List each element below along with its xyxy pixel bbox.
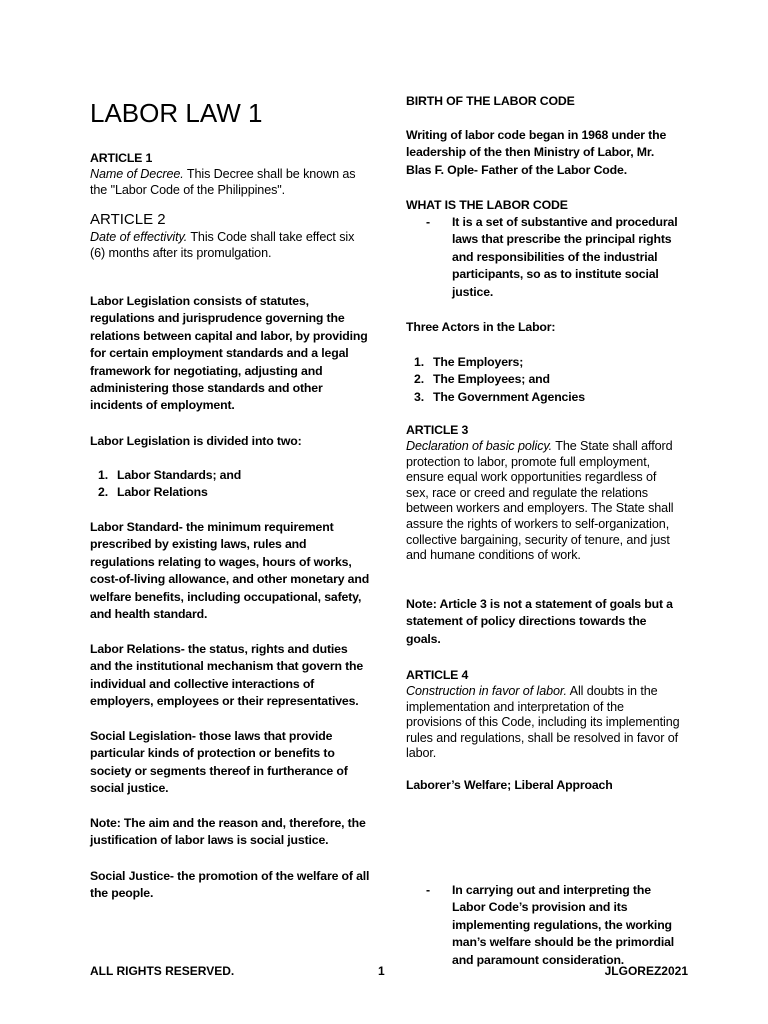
article-2-body: This Code shall take effect six (6) months after its promulgation. [90, 230, 355, 260]
list-text: The Employees; and [433, 372, 550, 387]
what-heading: WHAT IS THE LABOR CODE [406, 198, 568, 212]
social-legislation-body: - those laws that provide particular kinds of protection or benefits to society or segments thereof in furtherance of social justice. [90, 729, 348, 796]
list-item [90, 484, 372, 501]
social-justice-body: - the promotion of the welfare of all the people. [90, 869, 370, 901]
list-number: 3. [414, 389, 424, 404]
list-number: 1. [414, 355, 424, 369]
actors-list [406, 354, 682, 406]
labor-relations-term: Labor Relations [90, 642, 181, 656]
what-text: It is a set of substantive and procedural laws that prescribe the principal rights and responsibilities of the industrial participants, so as to institute social justice. [452, 215, 678, 299]
divided-intro: Labor Legislation is divided into two: [90, 434, 302, 448]
article-1-caption: Name of Decree. [90, 167, 184, 181]
labor-relations-paragraph [90, 641, 370, 711]
article-4-heading: ARTICLE 4 [406, 668, 469, 682]
list-item [406, 354, 682, 371]
labor-standard-paragraph [90, 519, 370, 623]
article-1-heading: ARTICLE 1 [90, 151, 153, 165]
article-4-caption: Construction in favor of labor. [406, 684, 567, 698]
article-1-body: This Decree shall be known as the "Labor Code of the Philippines". [90, 167, 356, 197]
social-justice-term: Social Justice [90, 869, 170, 883]
page-number: 1 [378, 964, 385, 978]
labor-legislation-body: consists of statutes, regulations and jurisprudence governing the relations between capital and labor, by providing for certain employment standards and a legal framework for negotiating, adjusting and administering those standards and other incidents of employment. [90, 294, 368, 413]
article-3-text [406, 439, 682, 564]
social-legislation-paragraph [90, 728, 370, 798]
list-text: The Employers; [433, 355, 524, 369]
note-article-3: Note: Article 3 is not a statement of goals but a statement of policy directions towards the goals. [406, 597, 673, 646]
list-item [406, 389, 682, 406]
what-definition [406, 214, 682, 301]
welfare-definition [406, 882, 682, 969]
article-2-caption: Date of effectivity. [90, 230, 188, 244]
dash-bullet: - [426, 883, 430, 898]
dash-bullet: - [426, 215, 430, 229]
welfare-heading: Laborer’s Welfare; Liberal Approach [406, 778, 613, 792]
article-1-text [90, 167, 360, 198]
list-item [406, 371, 682, 388]
list-text: Labor Relations [117, 485, 208, 500]
article-2-heading: ARTICLE 2 [90, 211, 166, 228]
birth-text: Writing of labor code began in 1968 under the leadership of the then Ministry of Labor, Mr. Blas F. Ople- Father of the Labor Code. [406, 128, 667, 177]
right-column [406, 0, 682, 967]
labor-relations-body: - the status, rights and duties and the institutional mechanism that govern the individual and collective interactions of employers, employees or their representatives. [90, 642, 364, 709]
labor-legislation-paragraph [90, 293, 370, 415]
footer-author: JLGOREZ2021 [604, 964, 688, 978]
article-2-text [90, 230, 360, 261]
labor-standard-term: Labor Standard [90, 520, 179, 534]
list-number: 2. [414, 372, 424, 387]
footer-rights: ALL RIGHTS RESERVED. [90, 964, 235, 978]
social-legislation-term: Social Legislation [90, 729, 192, 743]
list-text: The Government Agencies [433, 389, 585, 404]
list-text: Labor Standards; and [117, 468, 242, 482]
labor-standard-body: - the minimum requirement prescribed by existing laws, rules and regulations relating to wages, hours of works, cost-of-living allowance, and other monetary and welfare benefits, including occupational, safety, and health standard. [90, 520, 370, 622]
article-3-body: The State shall afford protection to labor, promote full employment, ensure equal work opportunities regardless of sex, race or creed and regulate the relations between workers and employers. The State shall assure the rights of workers to self-organization, collective bargaining, security of tenure, and just and humane conditions of work. [406, 439, 674, 563]
note-justification: Note: The aim and the reason and, therefore, the justification of labor laws is social justice. [90, 816, 366, 848]
divided-list [90, 467, 372, 502]
list-item [90, 467, 372, 484]
article-4-body: All doubts in the implementation and interpretation of the provisions of this Code, including its implementing rules and regulations, shall be resolved in favor of labor. [406, 684, 680, 761]
list-number: 1. [98, 468, 108, 482]
social-justice-paragraph [90, 868, 370, 903]
labor-legislation-term: Labor Legislation [90, 294, 190, 308]
actors-heading: Three Actors in the Labor: [406, 320, 556, 334]
birth-heading: BIRTH OF THE LABOR CODE [406, 94, 575, 108]
article-3-heading: ARTICLE 3 [406, 423, 469, 437]
list-number: 2. [98, 485, 108, 500]
article-4-text [406, 684, 682, 762]
welfare-text: In carrying out and interpreting the Labor Code’s provision and its implementing regulations, the working man’s welfare should be the primordial and paramount consideration. [452, 883, 675, 967]
document-title: LABOR LAW 1 [90, 98, 263, 128]
article-3-caption: Declaration of basic policy. [406, 439, 553, 453]
